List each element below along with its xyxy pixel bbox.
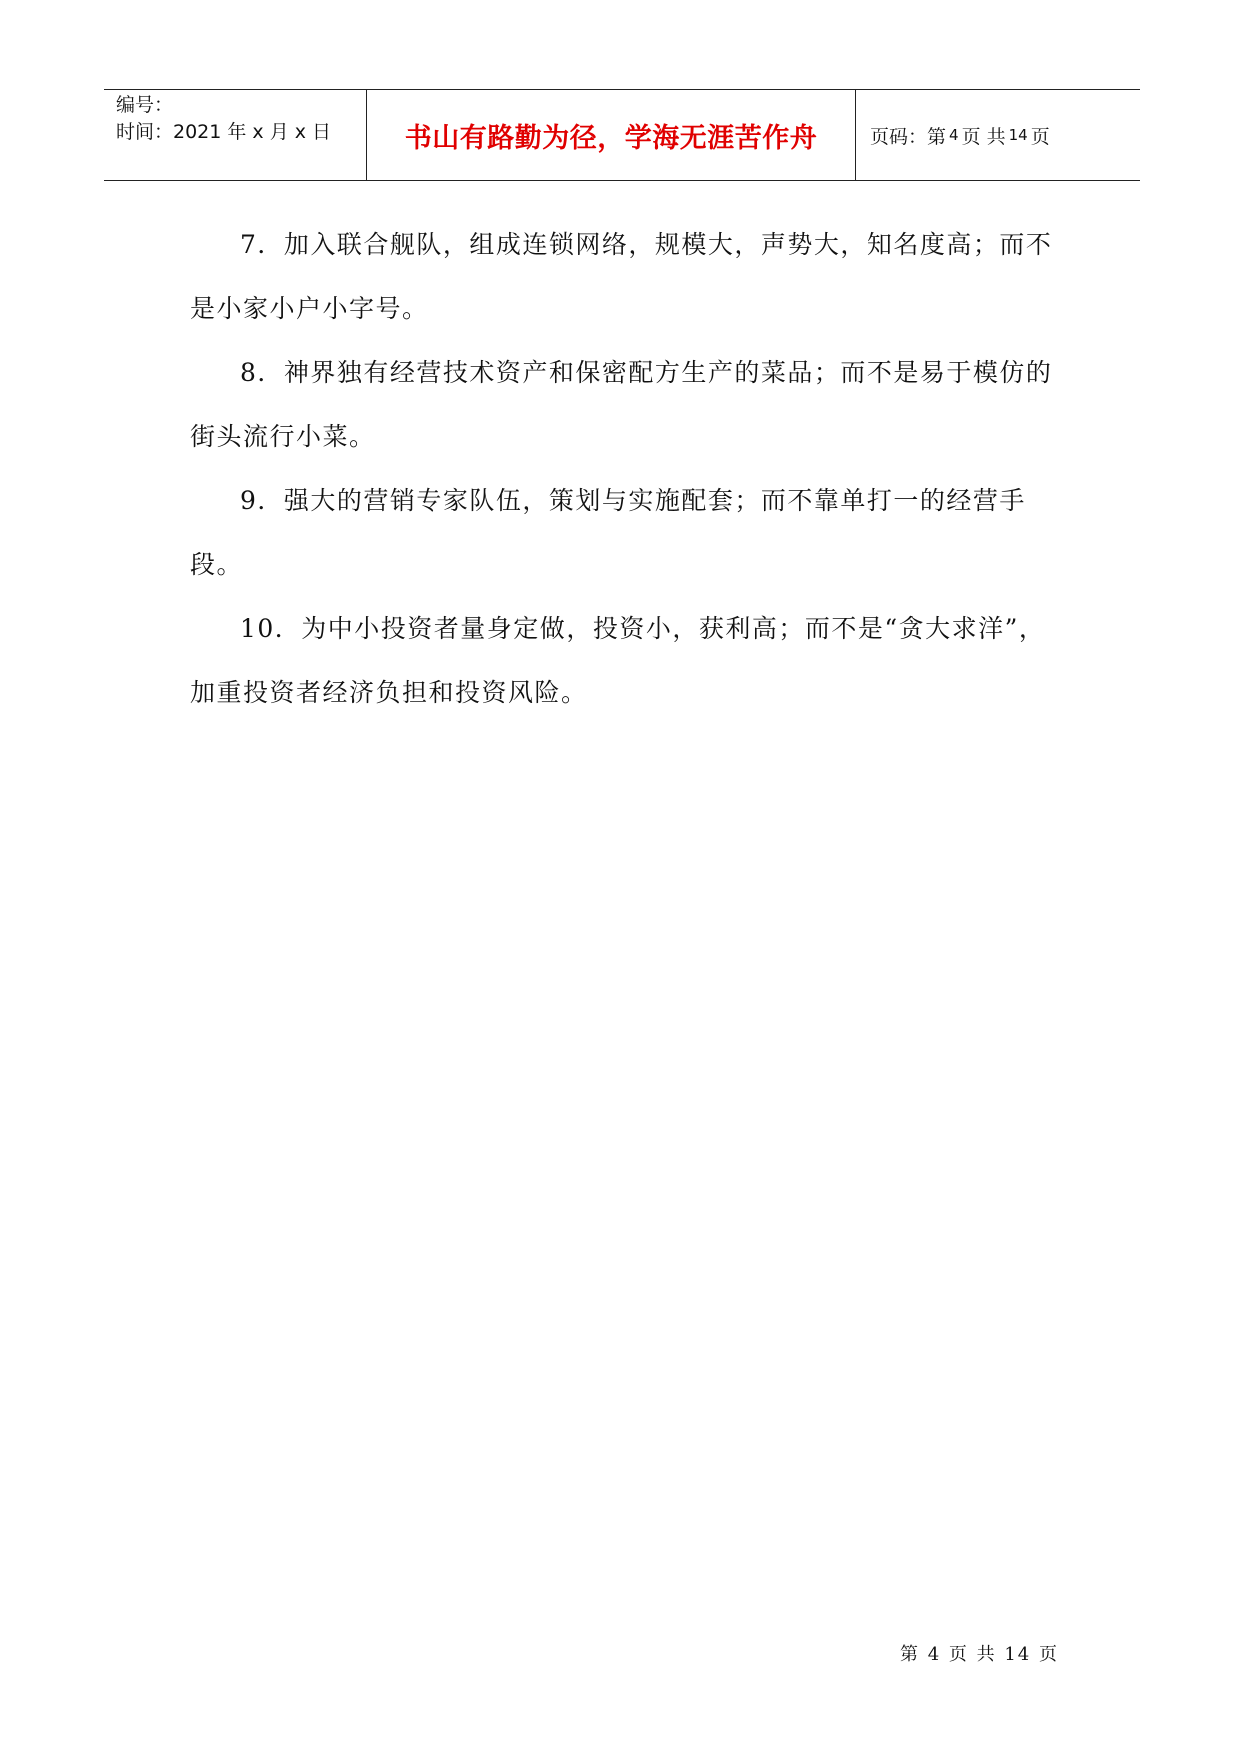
header-page-info bbox=[856, 90, 1140, 180]
document-time-label: 时间：2021 年 x 月 x 日 bbox=[116, 121, 332, 143]
document-body bbox=[190, 213, 1060, 725]
paragraph-item-7: 7．加入联合舰队，组成连锁网络，规模大，声势大，知名度高；而不是小家小户小字号。 bbox=[190, 230, 1053, 323]
page-mid: 页 共 bbox=[961, 125, 1006, 148]
header-slogan-cell bbox=[367, 90, 856, 180]
document-header bbox=[104, 89, 1140, 181]
page-current: 4 bbox=[949, 126, 959, 144]
paragraph-item-10: 10．为中小投资者量身定做，投资小，获利高；而不是“贪大求洋”，加重投资者经济负担和投资风险。 bbox=[190, 614, 1046, 707]
page-suffix: 页 bbox=[1030, 125, 1050, 148]
page-footer: 第 4 页 共 14 页 bbox=[900, 1644, 1059, 1665]
header-meta bbox=[104, 90, 367, 180]
page-total: 14 bbox=[1008, 126, 1028, 144]
document-number-label: 编号： bbox=[116, 94, 174, 116]
page-prefix: 页码：第 bbox=[870, 125, 947, 148]
paragraph-item-9: 9．强大的营销专家队伍，策划与实施配套；而不靠单打一的经营手段。 bbox=[190, 486, 1026, 579]
paragraph-item-8: 8．神界独有经营技术资产和保密配方生产的菜品；而不是易于模仿的街头流行小菜。 bbox=[190, 358, 1053, 451]
header-slogan: 书山有路勤为径，学海无涯苦作舟 bbox=[404, 122, 818, 154]
